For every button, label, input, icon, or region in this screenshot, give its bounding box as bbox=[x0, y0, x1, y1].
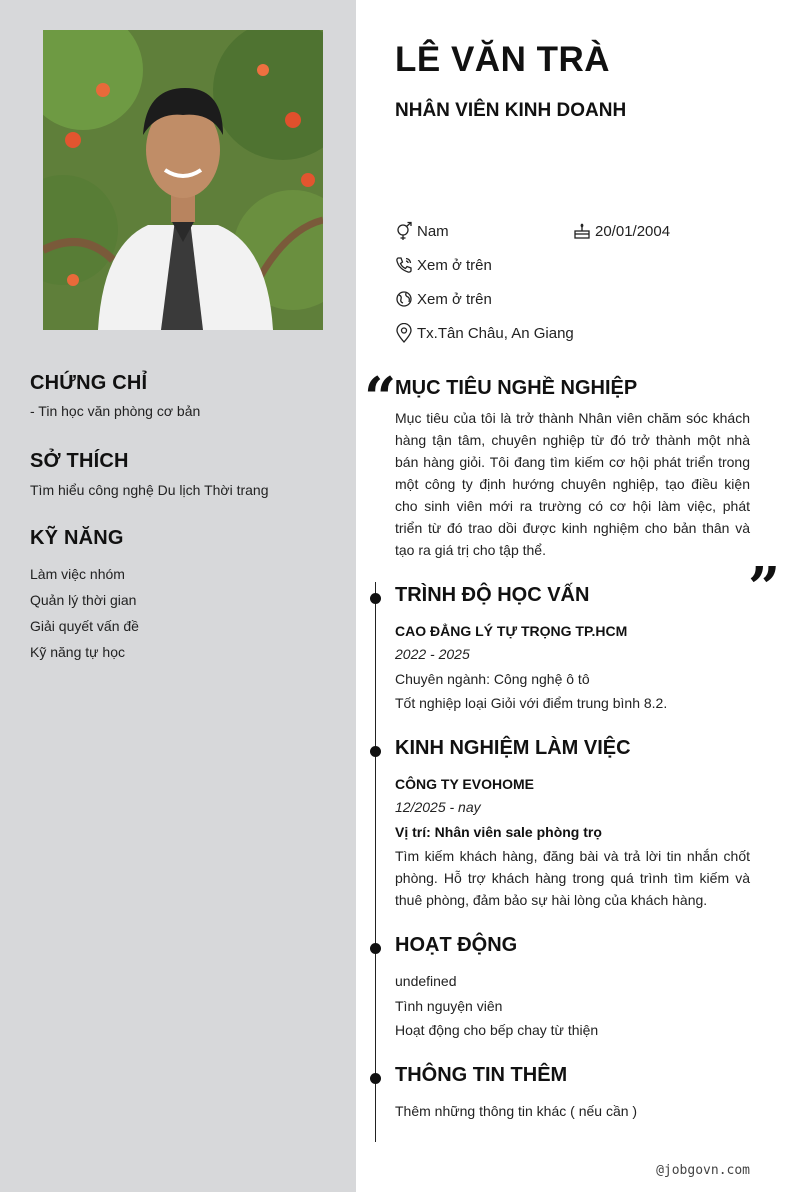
education-school: CAO ĐẲNG LÝ TỰ TRỌNG TP.HCM bbox=[395, 623, 628, 639]
phone-row bbox=[395, 253, 492, 277]
timeline-dot bbox=[370, 1073, 381, 1084]
address-value: Tx.Tân Châu, An Giang bbox=[417, 324, 574, 342]
experience-period: 12/2025 - nay bbox=[395, 799, 481, 815]
objective-title: MỤC TIÊU NGHỀ NGHIỆP bbox=[395, 377, 638, 399]
skills-section bbox=[30, 527, 340, 665]
phone-icon bbox=[395, 254, 417, 276]
location-pin-icon bbox=[395, 322, 417, 344]
activity-item: undefined bbox=[395, 973, 457, 989]
gender-value: Nam bbox=[417, 222, 449, 240]
activity-item: Hoạt động cho bếp chay từ thiện bbox=[395, 1022, 599, 1038]
experience-title: KINH NGHIỆM LÀM VIỆC bbox=[395, 737, 631, 759]
skill-item: Kỹ năng tự học bbox=[30, 644, 125, 660]
skills-title: KỸ NĂNG bbox=[30, 527, 124, 549]
education-title: TRÌNH ĐỘ HỌC VẤN bbox=[395, 584, 590, 606]
education-result: Tốt nghiệp loại Giỏi với điểm trung bình 8.2. bbox=[395, 695, 668, 711]
activity-item: Tình nguyện viên bbox=[395, 998, 503, 1014]
skill-item: Làm việc nhóm bbox=[30, 566, 125, 582]
gender-row bbox=[395, 219, 449, 243]
website-row bbox=[395, 287, 492, 311]
certificate-item: - Tin học văn phòng cơ bản bbox=[30, 403, 201, 419]
close-quote-icon: ” bbox=[748, 555, 781, 621]
additional-title: THÔNG TIN THÊM bbox=[395, 1064, 568, 1086]
skill-item: Quản lý thời gian bbox=[30, 592, 137, 608]
timeline-line bbox=[375, 582, 376, 1142]
dob-value: 20/01/2004 bbox=[595, 222, 671, 240]
dob-row bbox=[573, 219, 670, 243]
hobby-item: Tìm hiểu công nghệ Du lịch Thời trang bbox=[30, 482, 269, 498]
sidebar bbox=[0, 0, 356, 1192]
hobbies-title: SỞ THÍCH bbox=[30, 450, 129, 472]
address-row bbox=[395, 321, 574, 345]
footer-brand[interactable]: @jobgovn.com bbox=[656, 1163, 750, 1178]
experience-description: Tìm kiếm khách hàng, đăng bài và trả lời tin nhắn chốt phòng. Hỗ trợ khách hàng trong quá trình tìm kiếm và thuê phòng, đảm bảo sự hài lòng của khách hàng. bbox=[395, 848, 750, 908]
experience-position: Vị trí: Nhân viên sale phòng trọ bbox=[395, 824, 602, 840]
certificates-section bbox=[30, 372, 340, 419]
gender-icon bbox=[395, 220, 417, 242]
candidate-name: LÊ VĂN TRÀ bbox=[395, 40, 610, 79]
globe-icon bbox=[395, 288, 417, 310]
experience-company: CÔNG TY EVOHOME bbox=[395, 776, 534, 792]
additional-text: Thêm những thông tin khác ( nếu cần ) bbox=[395, 1103, 638, 1119]
candidate-role: NHÂN VIÊN KINH DOANH bbox=[395, 100, 627, 121]
main-content bbox=[356, 0, 790, 1192]
timeline-dot bbox=[370, 746, 381, 757]
education-major: Chuyên ngành: Công nghệ ô tô bbox=[395, 671, 590, 687]
hobbies-section bbox=[30, 450, 340, 498]
phone-value: Xem ở trên bbox=[417, 256, 492, 274]
activities-title: HOẠT ĐỘNG bbox=[395, 934, 518, 956]
cake-icon bbox=[573, 220, 595, 242]
objective-text: Mục tiêu của tôi là trở thành Nhân viên chăm sóc khách hàng tận tâm, chuyên nghiệp từ đó trở thành một nhà bán hàng giỏi. Tôi đang tìm kiếm cơ hội phát triển trong một công ty định hướng chuyên nghiệp, tạo điều kiện cho sinh viên mới ra trường có cơ hội làm việc, phát triển từ đó trao dồi được kinh nghiệm cho bản thân và tạo ra giá trị cho tập thể. bbox=[395, 410, 750, 558]
timeline-dot bbox=[370, 593, 381, 604]
profile-photo bbox=[43, 30, 323, 330]
open-quote-icon: “ bbox=[364, 365, 397, 431]
website-value: Xem ở trên bbox=[417, 290, 492, 308]
certificates-title: CHỨNG CHỈ bbox=[30, 372, 148, 394]
timeline-dot bbox=[370, 943, 381, 954]
education-period: 2022 - 2025 bbox=[395, 646, 470, 662]
skill-item: Giải quyết vấn đề bbox=[30, 618, 139, 634]
